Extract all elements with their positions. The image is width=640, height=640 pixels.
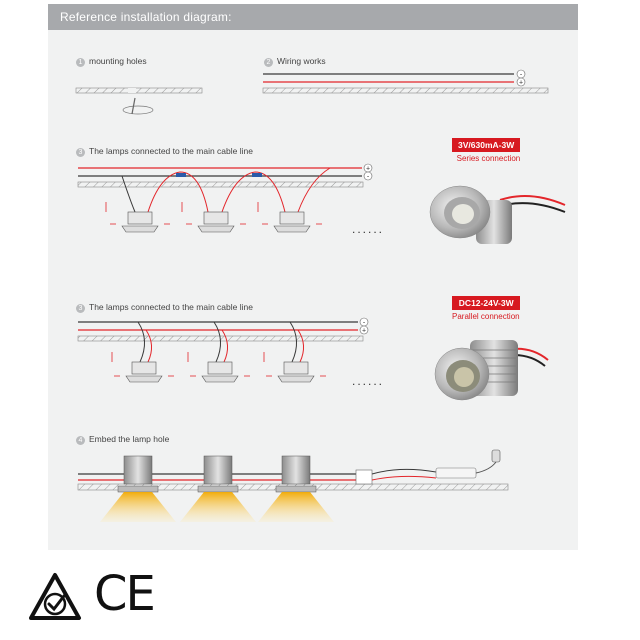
light-beam: [100, 492, 176, 522]
step1-label: 1 mounting holes: [76, 56, 147, 67]
more-lamps-ellipsis: ......: [352, 374, 385, 388]
connector: [356, 470, 372, 484]
series-spec: 3V/630mA-3W: [452, 138, 520, 152]
step1-graphic: [76, 88, 202, 114]
mounting-hole: [128, 88, 136, 93]
series-lamp-image: [430, 186, 565, 244]
step2-label: 2 Wiring works: [264, 56, 326, 67]
embedded-lamp: [276, 456, 316, 492]
ceiling-board: [263, 88, 548, 93]
minus-sign: -: [519, 71, 523, 79]
step3-parallel-graphic: [78, 318, 368, 382]
step4-label: 4 Embed the lamp hole: [76, 434, 169, 445]
page-title: Reference installation diagram:: [60, 10, 232, 24]
light-beam: [180, 492, 256, 522]
plus-sign: +: [518, 79, 524, 87]
ce-mark-icon: CE: [94, 566, 154, 622]
embedded-lamp: [118, 456, 158, 492]
lamp: [198, 212, 234, 232]
lamp: [122, 212, 158, 232]
step3-parallel-label: 3 The lamps connected to the main cable line: [76, 302, 253, 313]
parallel-badge: [452, 296, 520, 321]
more-lamps-ellipsis: ......: [352, 222, 385, 236]
plus-sign: +: [361, 327, 367, 335]
ceiling-board: [76, 88, 202, 93]
step3-series-label: 3 The lamps connected to the main cable line: [76, 146, 253, 157]
parallel-lamp-image: [435, 340, 548, 400]
parallel-mode: Parallel connection: [452, 312, 520, 321]
step4-graphic: [78, 450, 508, 522]
plus-sign: +: [365, 165, 371, 173]
hole-saw-icon: [123, 106, 153, 114]
embedded-lamp: [198, 456, 238, 492]
step2-graphic: [263, 70, 548, 93]
series-mode: Series connection: [456, 154, 521, 163]
step3-series-graphic: [78, 164, 372, 232]
led-driver: [436, 468, 476, 478]
plug-icon: [492, 450, 500, 462]
light-beam: [258, 492, 334, 522]
minus-sign: -: [366, 173, 370, 181]
series-badge: [452, 138, 520, 163]
lamp: [274, 212, 310, 232]
minus-sign: -: [362, 319, 366, 327]
rcm-mark-icon: [28, 572, 82, 622]
parallel-spec: DC12-24V-3W: [452, 296, 520, 310]
